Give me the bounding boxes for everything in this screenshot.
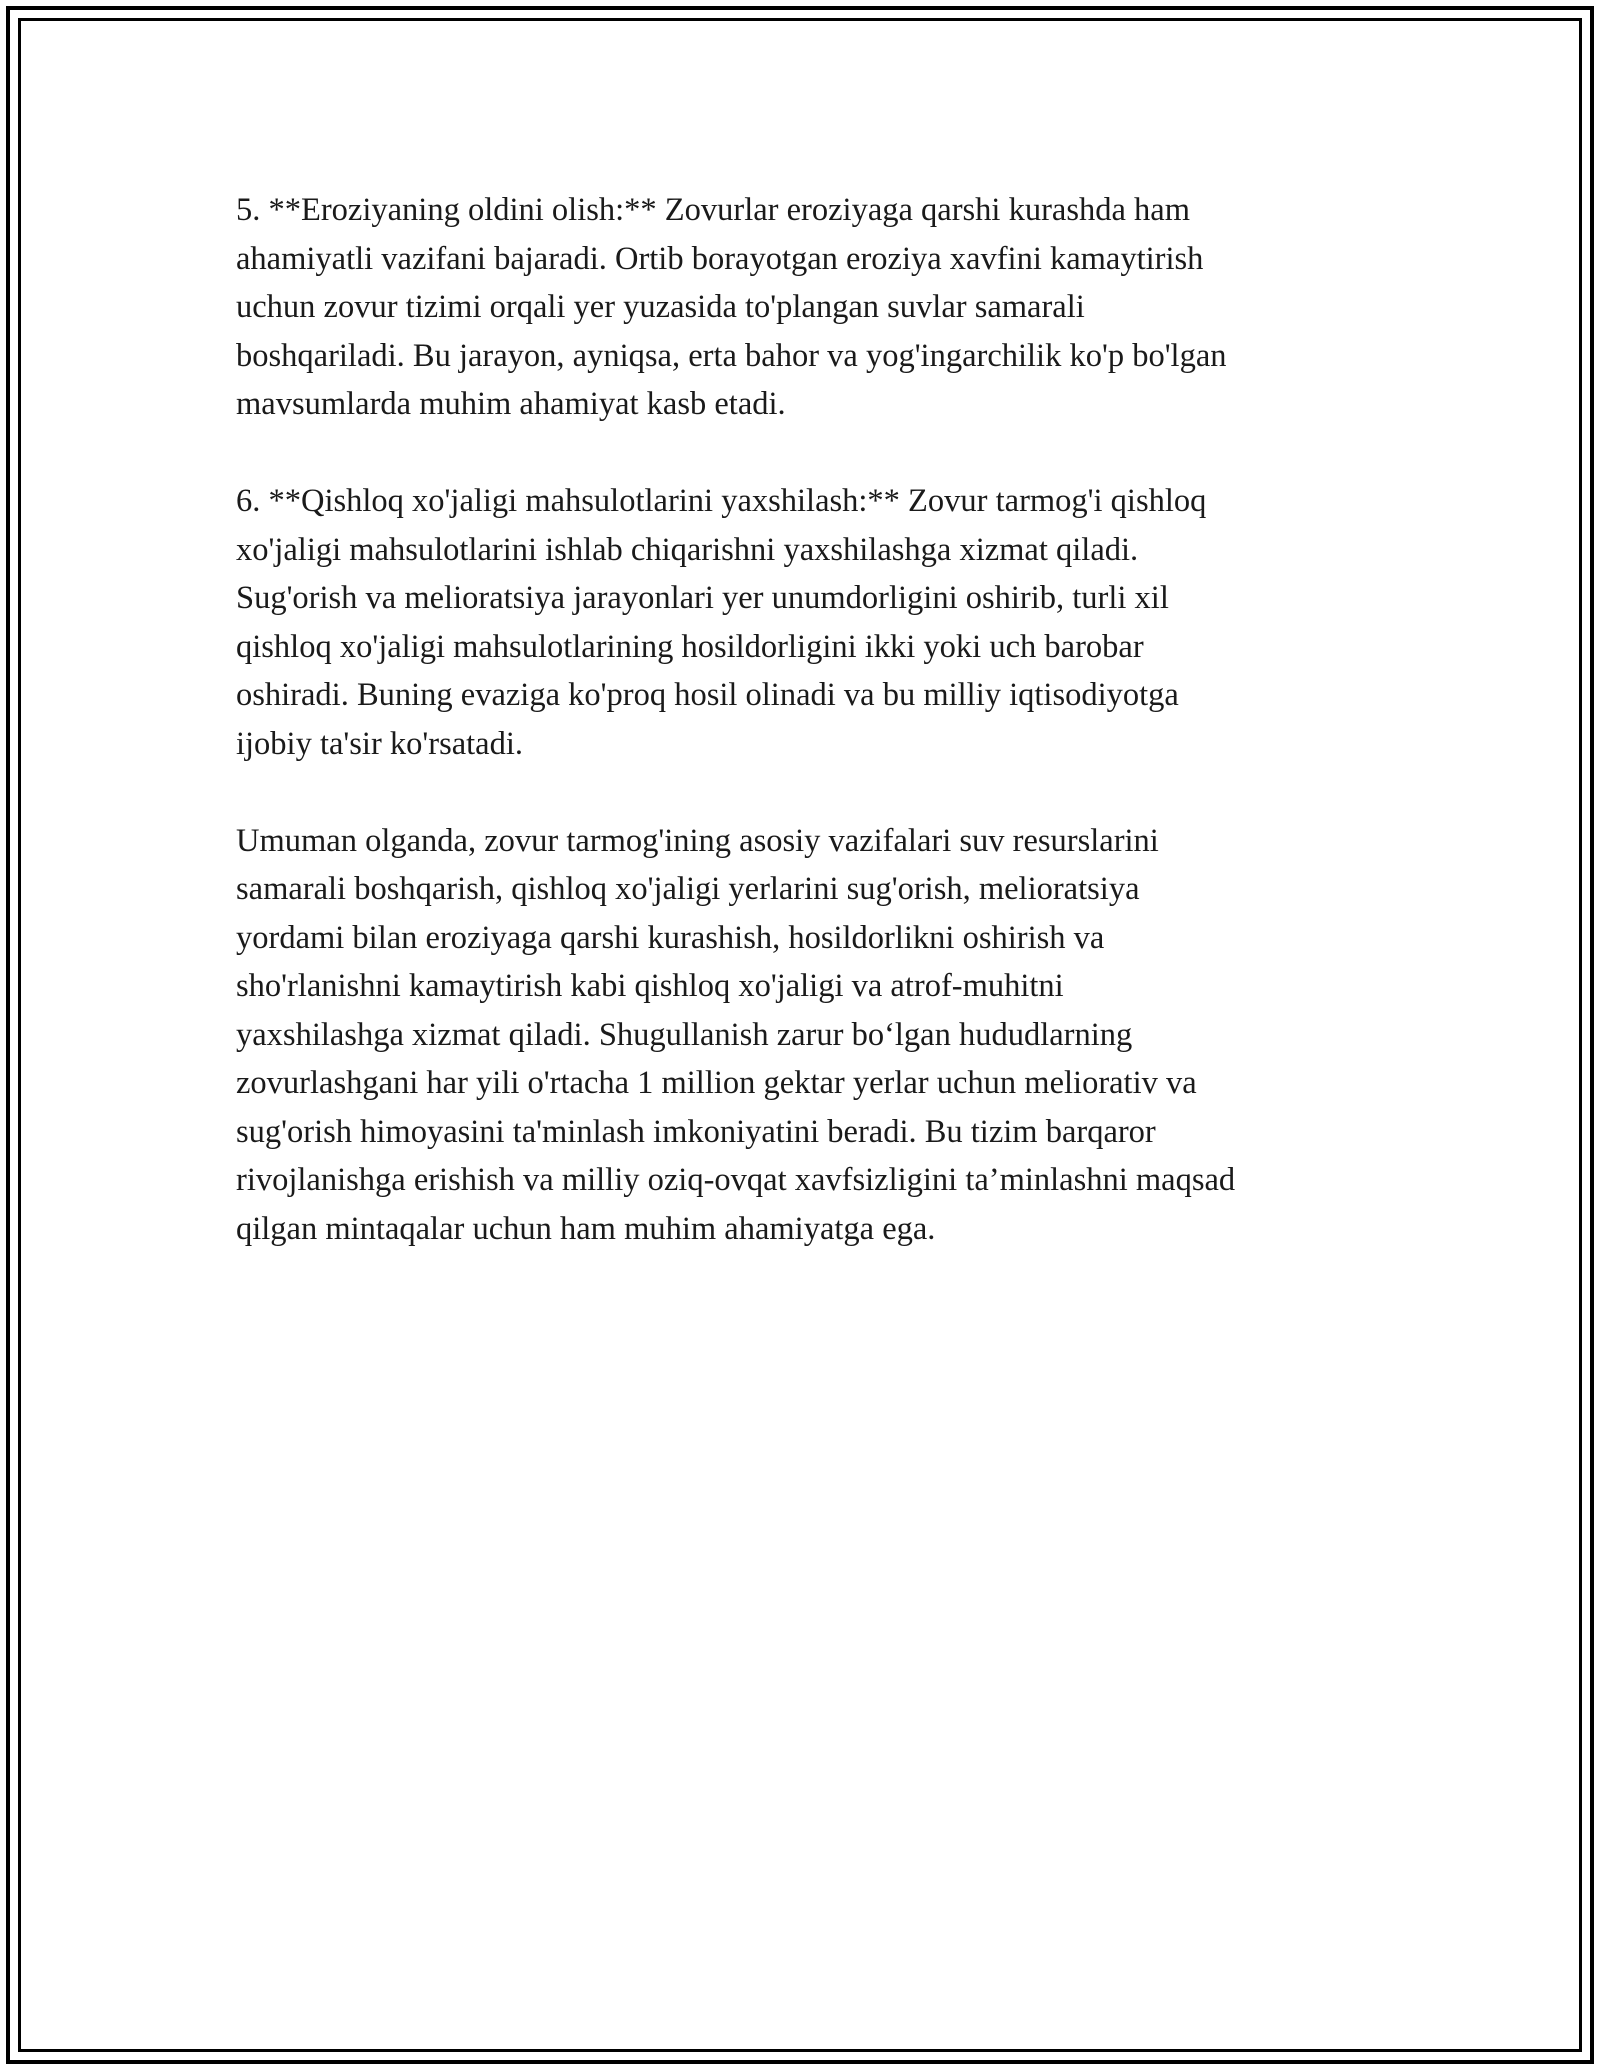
text-line: yordami bilan eroziyaga qarshi kurashish, hosildorlikni oshirish va (236, 919, 1105, 956)
text-line: ijobiy ta'sir ko'rsatadi. (236, 725, 524, 762)
text-line: zovurlashgani har yili o'rtacha 1 million gektar yerlar uchun meliorativ va (236, 1065, 1197, 1101)
text-line: uchun zovur tizimi orqali yer yuzasida to'plangan suvlar samarali (236, 289, 1085, 325)
text-line: rivojlanishga erishish va milliy oziq-ovqat xavfsizligini ta’minlashni maqsad (236, 1162, 1236, 1198)
text-line: yaxshilashga xizmat qiladi. Shugullanish zarur bo‘lgan hududlarning (236, 1016, 1133, 1053)
text-line: boshqariladi. Bu jarayon, ayniqsa, erta bahor va yog'ingarchilik ko'p bo'lgan (236, 337, 1227, 374)
text-line: qishloq xo'jaligi mahsulotlarining hosildorligini ikki yoki uch barobar (236, 628, 1144, 665)
text-line: ahamiyatli vazifani bajaradi. Ortib borayotgan eroziya xavfini kamaytirish (236, 240, 1204, 277)
text-line: xo'jaligi mahsulotlarini ishlab chiqarishni yaxshilashga xizmat qiladi. (236, 531, 1139, 568)
text-line: samarali boshqarish, qishloq xo'jaligi yerlarini sug'orish, melioratsiya (236, 871, 1140, 907)
text-line: sho'rlanishni kamaytirish kabi qishloq xo'jaligi va atrof-muhitni (236, 968, 1064, 1004)
paragraph-item-6 (236, 477, 1366, 768)
text-line: qilgan mintaqalar uchun ham muhim ahamiyatga ega. (236, 1210, 936, 1247)
text-line: Sug'orish va melioratsiya jarayonlari yer unumdorligini oshirib, turli xil (236, 580, 1169, 616)
text-line: sug'orish himoyasini ta'minlash imkoniyatini beradi. Bu tizim barqaror (236, 1113, 1156, 1150)
text-line: mavsumlarda muhim ahamiyat kasb etadi. (236, 386, 786, 422)
paragraph-summary (236, 817, 1366, 1254)
text-line: oshiradi. Buning evaziga ko'proq hosil olinadi va bu milliy iqtisodiyotga (236, 677, 1179, 713)
paragraph-item-5 (236, 186, 1366, 429)
text-line: 6. **Qishloq xo'jaligi mahsulotlarini yaxshilash:** Zovur tarmog'i qishloq (236, 483, 1207, 519)
document-body (236, 186, 1366, 1302)
text-line: 5. **Eroziyaning oldini olish:** Zovurlar eroziyaga qarshi kurashda ham (236, 192, 1190, 228)
text-line: Umuman olganda, zovur tarmog'ining asosiy vazifalari suv resurslarini (236, 822, 1159, 859)
